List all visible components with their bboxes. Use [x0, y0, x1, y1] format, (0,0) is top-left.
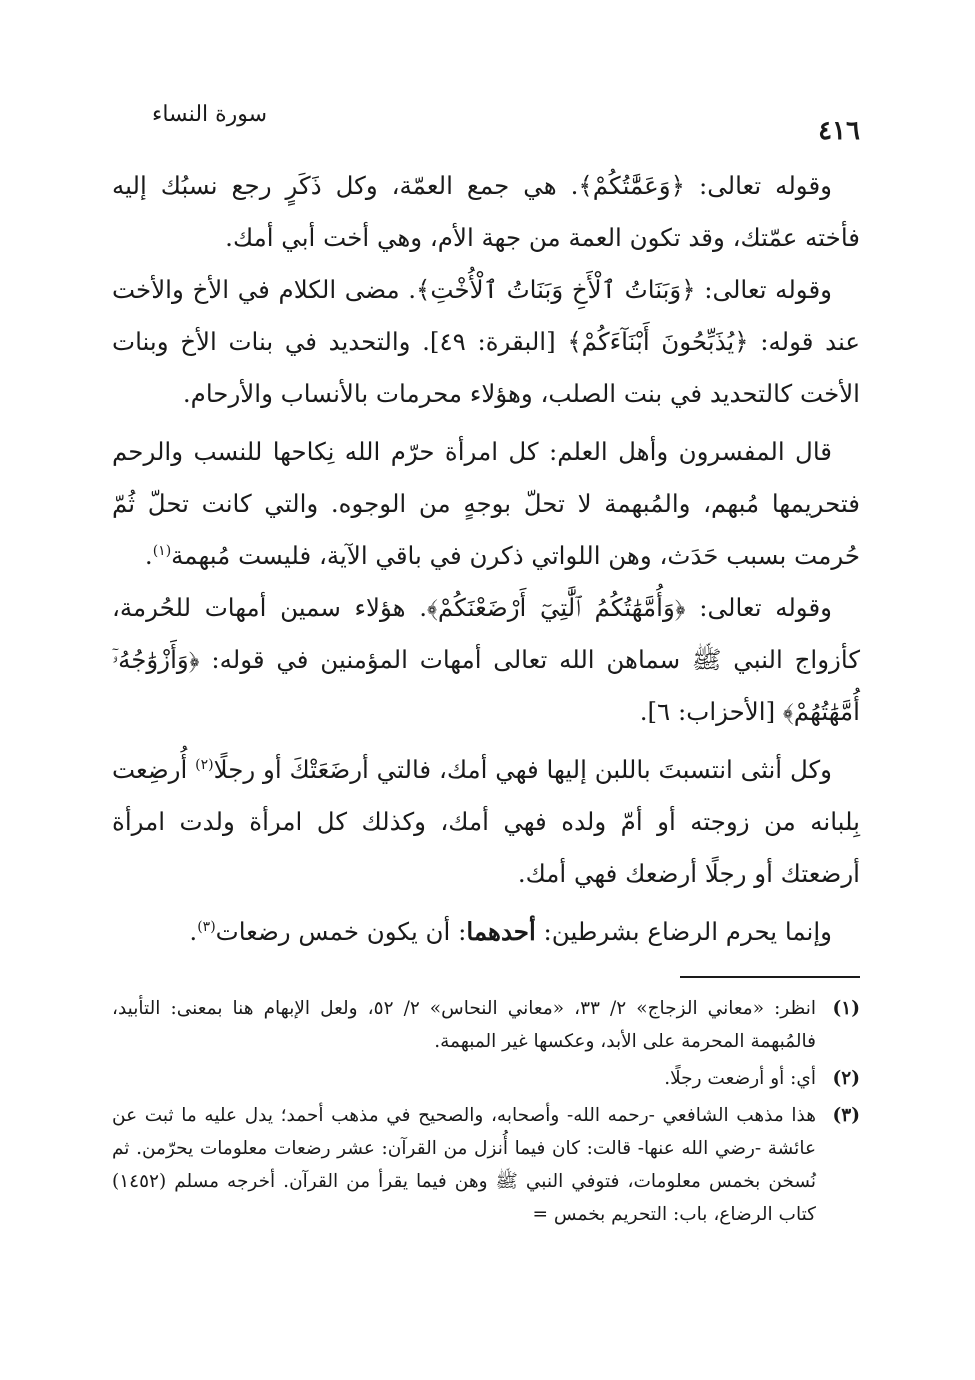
footnote-text: انظر: «معاني الزجاج» ٢/ ٣٣، «معاني النحاس» ٢/ ٥٢، ولعل الإبهام هنا بمعنى: التأبيد، فالمُبهمة المحرمة على الأبد، وعكسها غير المبهمة.: [112, 998, 816, 1052]
paragraph-text: وكل أنثى انتسبتَ باللبن إليها فهي أمك، فالتي أرضَعَتْكَ أو رجلًا: [213, 755, 832, 784]
paragraph-mubham: [112, 426, 860, 582]
bold-term: أحدهما: [466, 917, 536, 946]
footnote-1: [112, 992, 860, 1058]
paragraph-nieces: [112, 264, 860, 420]
paragraph-text: وقوله تعالى: ﴿وَأُمَّهَٰتُكُمُ ٱلَّٰتِيٓ أَرْضَعْنَكُمْ﴾. هؤلاء سمين أمهات للحُرمة، كأزواج النبي ﷺ سماهن الله تعالى أمهات المؤمنين في قوله: ﴿وَأَزْوَٰجُهُۥٓ أُمَّهَٰتُهُمْ﴾ [الأحزاب: ٦].: [112, 593, 860, 726]
paragraph-nursing: [112, 744, 860, 900]
footnote-text: هذا مذهب الشافعي -رحمه الله- وأصحابه، والصحيح في مذهب أحمد؛ يدل عليه ما ثبت عن عائشة -رضي الله عنها- قالت: كان فيما أُنزل من القرآن: عشر رضعات معلومات يحرّمن. ثم نُسخن بخمس معلومات، فتوفي النبي ﷺ وهن فيما يقرأ من القرآن. أخرجه مسلم (١٤٥٢) كتاب الرضاع، باب: التحريم بخمس =: [112, 1105, 816, 1225]
footnote-3: [112, 1099, 860, 1231]
footnote-separator: [680, 976, 860, 978]
footnote-marker[interactable]: (٣): [197, 918, 216, 935]
footnote-text: أي: أو أرضعت رجلًا.: [664, 1068, 816, 1089]
paragraph-text: وقوله تعالى: ﴿وَعَمَّٰتُكُمْ﴾. هي جمع العمّة، وكل ذَكَرٍ رجع نسبُك إليه فأخته عمّتك، وقد تكون العمة من جهة الأم، وهي أخت أبي أمك.: [112, 171, 860, 252]
footnote-marker[interactable]: (١): [152, 542, 172, 559]
footnote-number: (٣): [832, 1105, 860, 1126]
paragraph-text: : أن يكون خمس رضعات: [215, 917, 467, 946]
paragraph-text: أُرضِعت بِلبانه من زوجته أو أمّ ولده فهي أمك، وكذلك كل امرأة ولدت امرأة أرضعتك أو رجلًا أرضعك فهي أمك.: [112, 755, 860, 888]
main-text: [112, 160, 860, 958]
paragraph-aunts: [112, 160, 860, 264]
footnote-marker[interactable]: (٢): [195, 756, 214, 773]
paragraph-text: قال المفسرون وأهل العلم: كل امرأة حرّم الله نِكاحها للنسب والرحم فتحريمها مُبهم، والمُبهمة لا تحلّ بوجهٍ من الوجوه. والتي كانت تحلّ ثُمّ حُرمت بسبب حَدَث، وهن اللواتي ذكرن في باقي الآية، فليست مُبهمة: [112, 437, 860, 570]
book-page: [112, 96, 860, 1316]
footnote-number: (١): [832, 998, 860, 1019]
paragraph-tail: .: [189, 917, 198, 946]
page-header: [112, 96, 860, 160]
page-number: ٤١٦: [818, 116, 860, 146]
paragraph-foster-mothers: [112, 582, 860, 738]
footnote-number: (٢): [832, 1068, 860, 1089]
footnote-2: [112, 1062, 860, 1095]
running-title: سورة النساء: [152, 102, 268, 127]
footnotes: [112, 992, 860, 1231]
paragraph-text: وإنما يحرم الرضاع بشرطين:: [535, 917, 832, 946]
paragraph-tail: .: [144, 541, 153, 570]
paragraph-conditions: [112, 906, 860, 958]
paragraph-text: وقوله تعالى: ﴿وَبَنَاتُ ٱلْأَخِ وَبَنَاتُ ٱلْأُخْتِ﴾. مضى الكلام في الأخ والأخت عند قوله: ﴿يُذَبِّحُونَ أَبْنَآءَكُمْ﴾ [البقرة: ٤٩]. والتحديد في بنات الأخ وبنات الأخت كالتحديد في بنت الصلب، وهؤلاء محرمات بالأنساب والأرحام.: [112, 275, 860, 408]
